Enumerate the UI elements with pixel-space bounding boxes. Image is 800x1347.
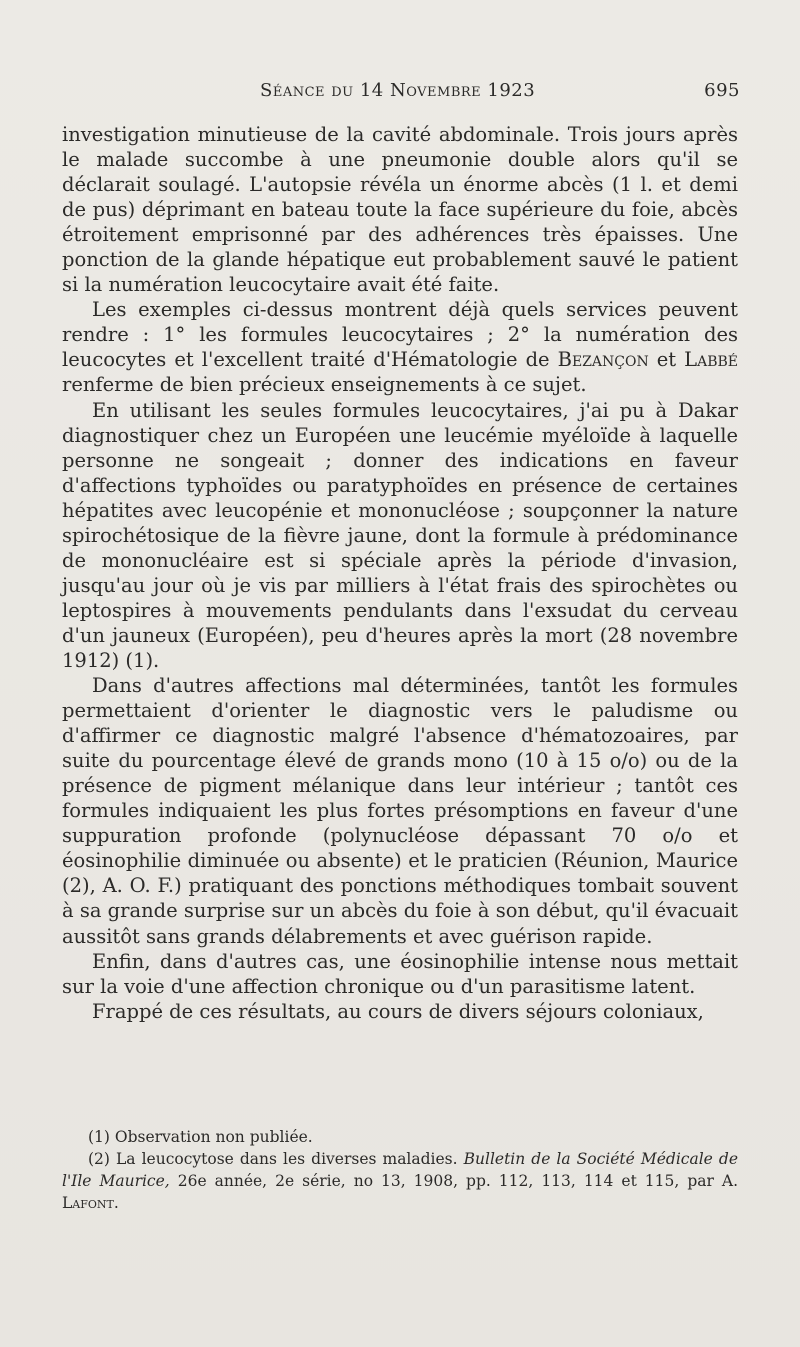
- main-text: [62, 122, 738, 1024]
- paragraph-1: investigation minutieuse de la cavité abdominale. Trois jours après le malade succombe à une pneumonie double alors qu'il se déclarait soulagé. L'autopsie révéla un énorme abcès (1 l. et demi de pus) déprimant en bateau toute la face supérieure du foie, abcès étroitement emprisonné par des adhérences très épaisses. Une ponction de la glande hépatique eut probablement sauvé le patient si la numération leucocytaire avait été faite.: [62, 123, 738, 297]
- running-title: Séance du 14 Novembre 1923: [260, 80, 536, 101]
- paragraph-2: [62, 297, 738, 397]
- paragraph-2-text-c: renferme de bien précieux enseignements à ce sujet.: [62, 373, 587, 397]
- footnote-1: (1) Observation non publiée.: [88, 1128, 313, 1146]
- footnote-2-text-a: (2) La leucocytose dans les diverses maladies.: [88, 1150, 464, 1168]
- footnote-2-journal: Bulletin de la Société Médicale de l'Ile Maurice,: [62, 1150, 738, 1190]
- footnote-2-text-b: 26e année, 2e série, no 13, 1908, pp. 112, 113, 114 et 115, par A.: [169, 1172, 739, 1190]
- footnotes: [62, 1126, 738, 1214]
- footnote-2: [62, 1148, 738, 1214]
- author-name-labbe: Labbé: [684, 348, 738, 372]
- paragraph-2-text-a: Les exemples ci-dessus montrent déjà quels services peuvent rendre : 1° les formules leucocytaires ; 2° la numération des leucocytes et l'excellent traité d'Hématologie de: [62, 298, 738, 372]
- page-number: 695: [704, 80, 740, 101]
- paragraph-4: Dans d'autres affections mal déterminées, tantôt les formules permettaient d'orienter le diagnostic vers le paludisme ou d'affirmer ce diagnostic malgré l'absence d'hématozoaires, par suite du pourcentage élevé de grands mono (10 à 15 o/o) ou de la présence de pigment mélanique dans leur intérieur ; tantôt ces formules indiquaient les plus fortes présomptions en faveur d'une suppuration profonde (polynucléose dépassant 70 o/o et éosinophilie diminuée ou absente) et le praticien (Réunion, Maurice (2), A. O. F.) pratiquant des ponctions méthodiques tombait souvent à sa grande surprise sur un abcès du foie à son début, qu'il évacuait aussitôt sans grands délabrements et avec guérison rapide.: [62, 674, 738, 948]
- running-header: [60, 80, 740, 110]
- author-name-bezancon: Bezançon: [557, 348, 649, 372]
- paragraph-3: En utilisant les seules formules leucocytaires, j'ai pu à Dakar diagnostiquer chez un Européen une leucémie myéloïde à laquelle personne ne songeait ; donner des indications en faveur d'affections typhoïdes ou paratyphoïdes en présence de certaines hépatites avec leucopénie et mononucléose ; soupçonner la nature spirochétosique de la fièvre jaune, dont la formule à prédominance de mononucléaire est si spéciale après la période d'invasion, jusqu'au jour où je vis par milliers à l'état frais des spirochètes ou leptospires à mouvements pendulants dans l'exsudat du cerveau d'un jauneux (Européen), peu d'heures après la mort (28 novembre 1912) (1).: [62, 398, 738, 672]
- footnote-2-text-c: .: [113, 1194, 119, 1212]
- paragraph-2-text-b: et: [648, 348, 685, 372]
- footnote-2-author: Lafont: [62, 1194, 114, 1212]
- paragraph-5: Enfin, dans d'autres cas, une éosinophilie intense nous mettait sur la voie d'une affection chronique ou d'un parasitisme latent.: [62, 949, 738, 998]
- paragraph-6: Frappé de ces résultats, au cours de divers séjours coloniaux,: [92, 999, 704, 1023]
